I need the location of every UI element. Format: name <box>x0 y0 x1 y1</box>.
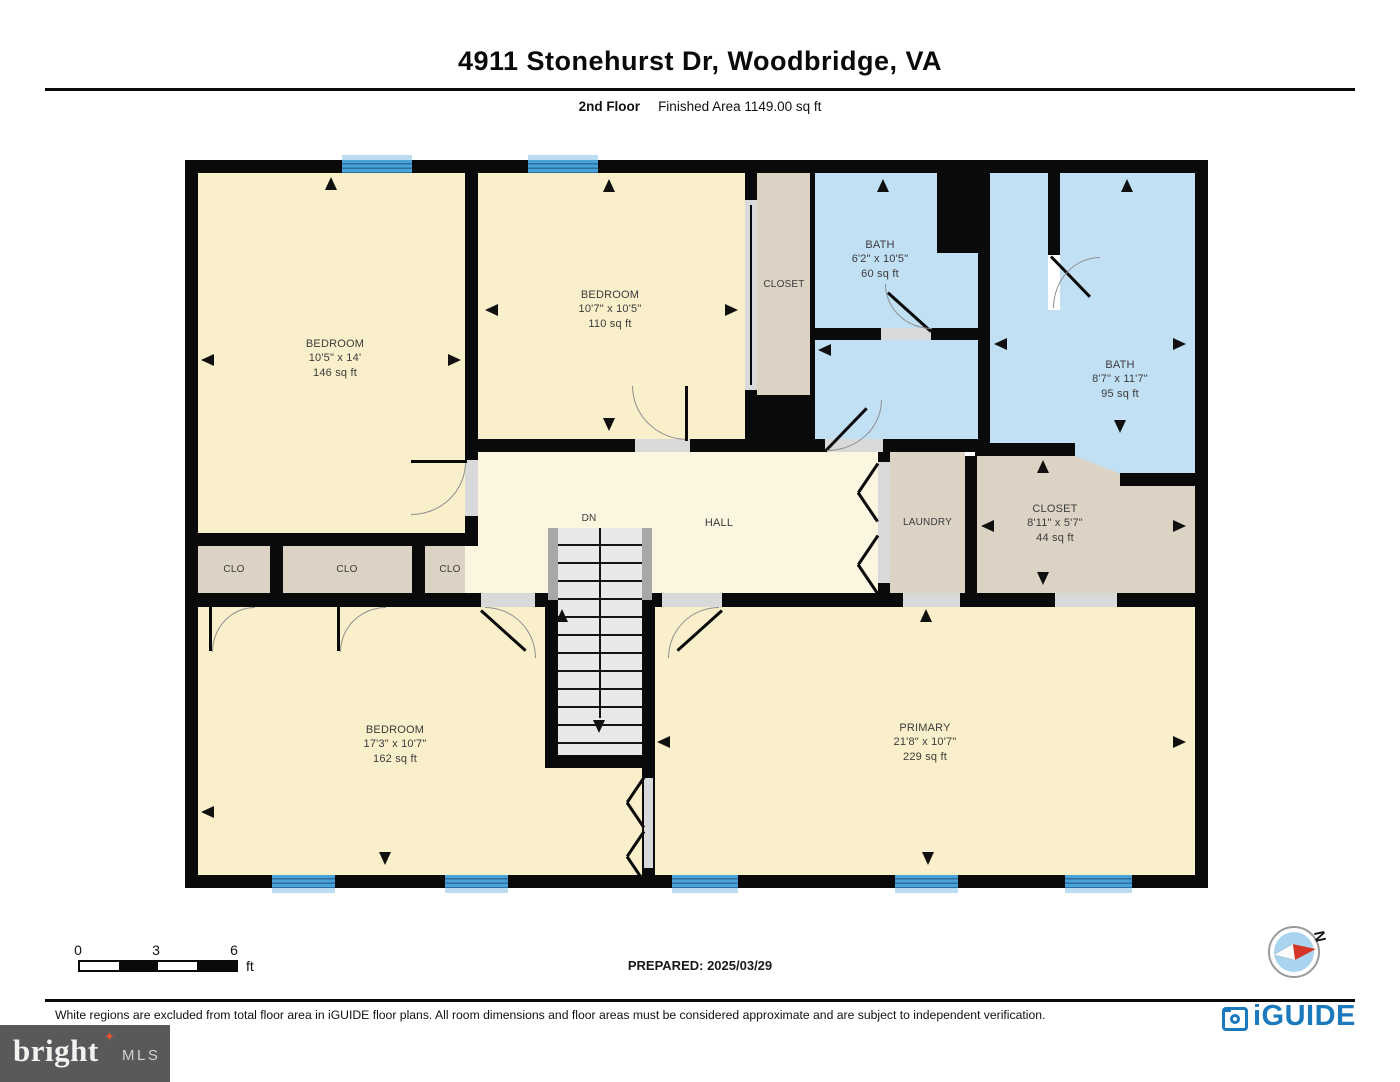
dimension-arrow <box>603 418 615 431</box>
room-name: BEDROOM <box>580 289 640 301</box>
window <box>672 875 738 888</box>
iguide-logo <box>1222 1002 1372 1036</box>
scale-tick-3: 3 <box>152 942 160 958</box>
room-name: CLOSET <box>1032 503 1078 515</box>
title-divider <box>45 88 1355 91</box>
room-water-closet <box>990 173 1048 310</box>
dimension-arrow <box>1173 736 1186 748</box>
window <box>528 160 598 173</box>
window-sill <box>445 888 508 893</box>
disclaimer-text: White regions are excluded from total floor area in iGUIDE floor plans. All room dimensions and floor areas must be considered approximate and are subject to independent verification. <box>55 1008 1046 1022</box>
room-name: BATH <box>865 239 895 251</box>
room-area: 146 sq ft <box>313 366 357 379</box>
room-name: CLO <box>439 564 461 575</box>
room-label-bath-small <box>820 238 940 281</box>
floor-plan <box>185 160 1208 888</box>
room-name: CLO <box>336 564 358 575</box>
bath-large-step <box>1120 443 1195 473</box>
dimension-arrow <box>1173 338 1186 350</box>
stair-down-arrow-icon <box>593 720 605 733</box>
iguide-camera-icon <box>1222 1007 1248 1031</box>
wall <box>478 439 978 452</box>
wall <box>185 160 1208 173</box>
iguide-camera-lens <box>1230 1014 1240 1024</box>
room-area: 110 sq ft <box>588 317 632 330</box>
room-label-clo2 <box>327 563 367 576</box>
room-label-bath-large <box>1060 358 1180 401</box>
stair-wall <box>642 600 655 768</box>
door-leaf <box>685 386 688 441</box>
compass-icon <box>1268 926 1329 982</box>
room-label-bedroom-top-left <box>255 337 415 380</box>
dimension-arrow <box>818 344 831 356</box>
wall <box>937 173 978 253</box>
window <box>1065 875 1132 888</box>
room-label-laundry <box>885 516 970 529</box>
scale-unit: ft <box>246 958 254 974</box>
scale-tick-0: 0 <box>74 942 82 958</box>
prepared-date: PREPARED: 2025/03/29 <box>627 958 773 973</box>
wall <box>975 443 1075 456</box>
room-name: PRIMARY <box>899 722 951 734</box>
wall <box>270 546 283 593</box>
window-sill <box>672 888 738 893</box>
wall <box>185 533 478 546</box>
room-name: BEDROOM <box>365 724 425 736</box>
dimension-arrow <box>920 609 932 622</box>
dimension-arrow <box>725 304 738 316</box>
scale-bar <box>78 960 238 972</box>
iguide-camera-notch <box>1225 1009 1231 1012</box>
door-opening <box>903 593 960 607</box>
room-name: BATH <box>1105 359 1135 371</box>
dimension-arrow <box>1173 520 1186 532</box>
room-dims: 8'7" x 11'7" <box>1092 373 1148 386</box>
dimension-arrow <box>1114 420 1126 433</box>
bright-star-icon: ✦ <box>104 1029 115 1044</box>
finished-area-label: Finished Area 1149.00 sq ft <box>658 99 822 114</box>
dimension-arrow <box>1037 460 1049 473</box>
dimension-arrow <box>1037 572 1049 585</box>
dimension-arrow <box>994 338 1007 350</box>
dimension-arrow <box>657 736 670 748</box>
door-opening <box>465 460 478 516</box>
stair-center-line <box>599 528 601 718</box>
bright-mls-logo <box>0 1025 170 1082</box>
room-area: 162 sq ft <box>373 752 417 765</box>
scale-segment <box>197 962 236 970</box>
compass-north-label: N <box>1309 929 1329 944</box>
door-opening <box>635 439 690 452</box>
stair-rail <box>642 528 652 600</box>
scale-segment <box>119 962 158 970</box>
door-opening <box>881 328 931 340</box>
stairs-dn-label <box>573 512 605 525</box>
subtitle-row <box>0 99 1400 114</box>
dimension-arrow <box>556 609 568 622</box>
stair-wall <box>545 600 558 768</box>
scale-segment <box>158 962 197 970</box>
room-label-clo1 <box>214 563 254 576</box>
room-name: HALL <box>704 517 734 529</box>
dimension-arrow <box>877 179 889 192</box>
room-label-closet-top <box>745 278 823 291</box>
room-area: 95 sq ft <box>1101 387 1139 400</box>
window <box>445 875 508 888</box>
room-label-bedroom-bottom <box>315 723 475 766</box>
room-dims: 21'8" x 10'7" <box>893 736 957 749</box>
wall <box>1120 473 1195 486</box>
dimension-arrow <box>325 177 337 190</box>
wall <box>1048 173 1060 255</box>
mls-logo-text: MLS <box>122 1047 161 1064</box>
room-name: LAUNDRY <box>902 517 952 528</box>
iguide-logo-text: iGUIDE <box>1253 1000 1356 1032</box>
dimension-arrow <box>1121 179 1133 192</box>
room-name: BEDROOM <box>305 338 365 350</box>
sliding-door-line <box>750 205 752 385</box>
room-label-clo3 <box>430 563 470 576</box>
door-leaf <box>411 460 467 463</box>
wall <box>1195 160 1208 888</box>
dimension-arrow <box>379 852 391 865</box>
dimension-arrow <box>201 354 214 366</box>
dimension-arrow <box>201 806 214 818</box>
room-label-primary <box>845 721 1005 764</box>
room-dims: 8'11" x 5'7" <box>1027 517 1083 530</box>
room-area: 44 sq ft <box>1036 531 1074 544</box>
room-hall <box>465 450 890 593</box>
room-area: 60 sq ft <box>861 267 899 280</box>
room-dims: 10'5" x 14' <box>308 352 362 365</box>
door-opening <box>1055 593 1117 607</box>
room-dims: 17'3" x 10'7" <box>363 738 427 751</box>
dimension-arrow <box>448 354 461 366</box>
room-label-hall <box>679 516 759 530</box>
stair-wall <box>545 755 655 768</box>
footer-divider <box>45 999 1355 1002</box>
room-label-closet-mid <box>990 502 1120 545</box>
window <box>272 875 335 888</box>
compass-needle-south <box>1273 944 1295 963</box>
scale-segment <box>80 962 119 970</box>
room-dims: 10'7" x 10'5" <box>578 303 642 316</box>
page-title: 4911 Stonehurst Dr, Woodbridge, VA <box>457 46 943 76</box>
room-label-bedroom-top-mid <box>530 288 690 331</box>
floor-label: 2nd Floor <box>578 99 641 114</box>
room-area: 229 sq ft <box>903 750 947 763</box>
window-sill <box>272 888 335 893</box>
window <box>895 875 958 888</box>
dimension-arrow <box>603 179 615 192</box>
scale-tick-6: 6 <box>230 942 238 958</box>
room-name: DN <box>581 513 597 524</box>
window-sill <box>895 888 958 893</box>
door-opening <box>481 593 535 607</box>
dimension-arrow <box>485 304 498 316</box>
door-opening <box>644 778 653 868</box>
stair-rail <box>548 528 558 600</box>
window <box>342 160 412 173</box>
window-sill <box>1065 888 1132 893</box>
room-name: CLO <box>223 564 245 575</box>
door-opening <box>662 593 722 607</box>
compass-needle-north <box>1293 941 1317 960</box>
room-dims: 6'2" x 10'5" <box>851 253 909 266</box>
dimension-arrow <box>922 852 934 865</box>
room-name: CLOSET <box>763 279 805 290</box>
wall <box>978 173 990 452</box>
bright-logo-text: bright <box>13 1033 99 1068</box>
wall <box>412 546 425 593</box>
wall <box>185 160 198 888</box>
